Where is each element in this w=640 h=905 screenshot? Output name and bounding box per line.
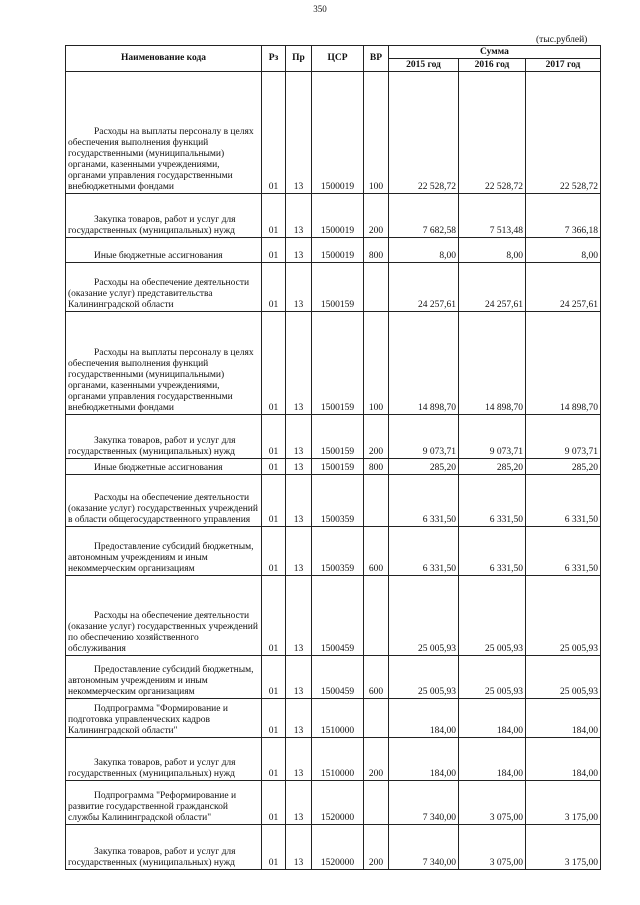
cell-name: [66, 415, 262, 459]
cell-y2017: 25 005,93: [526, 656, 601, 699]
cell-rz: 01: [262, 459, 286, 475]
cell-y2016: 6 331,50: [459, 527, 526, 576]
cell-y2017: 184,00: [526, 738, 601, 781]
cell-vr: [364, 263, 389, 312]
cell-pr: 13: [286, 781, 312, 825]
header-csr: ЦСР: [312, 46, 364, 72]
cell-y2017: 14 898,70: [526, 312, 601, 415]
cell-y2016: 24 257,61: [459, 263, 526, 312]
units-label: (тыс.рублей): [536, 35, 588, 45]
table-row: [66, 738, 601, 781]
cell-rz: 01: [262, 194, 286, 238]
header-sum: Сумма: [389, 46, 601, 59]
cell-rz: 01: [262, 475, 286, 527]
cell-pr: 13: [286, 825, 312, 870]
row-name-text: Подпрограмма "Реформирование и развитие государственной гражданской службы Калининградской области": [68, 791, 237, 823]
cell-y2016: 14 898,70: [459, 312, 526, 415]
cell-vr: 600: [364, 527, 389, 576]
cell-y2015: 24 257,61: [389, 263, 459, 312]
table-row: [66, 459, 601, 475]
cell-y2017: 25 005,93: [526, 576, 601, 656]
table-row: [66, 72, 601, 194]
header-vr: ВР: [364, 46, 389, 72]
cell-y2017: 285,20: [526, 459, 601, 475]
cell-name: [66, 263, 262, 312]
cell-y2015: 7 682,58: [389, 194, 459, 238]
cell-pr: 13: [286, 475, 312, 527]
table-row: [66, 527, 601, 576]
cell-y2015: 9 073,71: [389, 415, 459, 459]
cell-rz: 01: [262, 576, 286, 656]
cell-rz: 01: [262, 699, 286, 738]
table-row: [66, 576, 601, 656]
cell-pr: 13: [286, 527, 312, 576]
cell-vr: 200: [364, 194, 389, 238]
cell-vr: 800: [364, 459, 389, 475]
cell-y2016: 6 331,50: [459, 475, 526, 527]
cell-name: [66, 699, 262, 738]
row-name-text: Расходы на выплаты персоналу в целях обеспечения выполнения функций государственными (муниципальными) органами, казенными учреждениями, органами управления государственными внебюджетными фондами: [68, 348, 254, 413]
cell-vr: 200: [364, 825, 389, 870]
cell-y2015: 14 898,70: [389, 312, 459, 415]
cell-pr: 13: [286, 194, 312, 238]
row-name-text: Закупка товаров, работ и услуг для государственных (муниципальных) нужд: [68, 847, 236, 868]
cell-y2016: 184,00: [459, 699, 526, 738]
cell-pr: 13: [286, 699, 312, 738]
cell-name: [66, 781, 262, 825]
cell-vr: [364, 475, 389, 527]
cell-y2017: 7 366,18: [526, 194, 601, 238]
cell-csr: 1500019: [312, 194, 364, 238]
cell-y2016: 25 005,93: [459, 576, 526, 656]
cell-vr: 200: [364, 738, 389, 781]
cell-vr: 600: [364, 656, 389, 699]
budget-table: [65, 45, 601, 870]
cell-name: [66, 238, 262, 263]
cell-y2015: 7 340,00: [389, 781, 459, 825]
table-row: [66, 415, 601, 459]
cell-name: [66, 527, 262, 576]
cell-rz: 01: [262, 527, 286, 576]
cell-csr: 1500359: [312, 527, 364, 576]
cell-y2015: 6 331,50: [389, 527, 459, 576]
cell-csr: 1500159: [312, 263, 364, 312]
row-name-text: Расходы на выплаты персоналу в целях обеспечения выполнения функций государственными (муниципальными) органами, казенными учреждениями, органами управления государственными внебюджетными фондами: [68, 127, 254, 192]
cell-y2017: 8,00: [526, 238, 601, 263]
cell-y2015: 6 331,50: [389, 475, 459, 527]
cell-vr: [364, 699, 389, 738]
cell-name: [66, 312, 262, 415]
cell-vr: 100: [364, 312, 389, 415]
table-row: [66, 656, 601, 699]
cell-name: [66, 656, 262, 699]
cell-y2017: 22 528,72: [526, 72, 601, 194]
cell-y2015: 7 340,00: [389, 825, 459, 870]
table-row: [66, 312, 601, 415]
table-row: [66, 781, 601, 825]
table-body: [66, 72, 601, 870]
cell-y2017: 3 175,00: [526, 825, 601, 870]
table-row: [66, 699, 601, 738]
cell-csr: 1500459: [312, 656, 364, 699]
cell-pr: 13: [286, 415, 312, 459]
header-name: Наименование кода: [66, 46, 262, 72]
cell-rz: 01: [262, 263, 286, 312]
cell-name: [66, 72, 262, 194]
cell-name: [66, 459, 262, 475]
table-header: [66, 46, 601, 72]
cell-y2016: 3 075,00: [459, 825, 526, 870]
cell-y2016: 25 005,93: [459, 656, 526, 699]
cell-rz: 01: [262, 825, 286, 870]
cell-csr: 1500159: [312, 459, 364, 475]
header-2016: 2016 год: [459, 59, 526, 72]
cell-y2016: 3 075,00: [459, 781, 526, 825]
cell-y2017: 24 257,61: [526, 263, 601, 312]
row-name-text: Закупка товаров, работ и услуг для государственных (муниципальных) нужд: [68, 436, 236, 457]
table-row: [66, 475, 601, 527]
cell-name: [66, 738, 262, 781]
cell-y2017: 3 175,00: [526, 781, 601, 825]
cell-y2016: 7 513,48: [459, 194, 526, 238]
cell-vr: 800: [364, 238, 389, 263]
cell-name: [66, 194, 262, 238]
cell-y2016: 8,00: [459, 238, 526, 263]
cell-y2015: 184,00: [389, 738, 459, 781]
table-row: [66, 194, 601, 238]
cell-y2017: 6 331,50: [526, 527, 601, 576]
header-rz: Рз: [262, 46, 286, 72]
table-row: [66, 825, 601, 870]
cell-csr: 1500019: [312, 238, 364, 263]
cell-y2015: 8,00: [389, 238, 459, 263]
cell-rz: 01: [262, 656, 286, 699]
cell-csr: 1510000: [312, 699, 364, 738]
row-name-text: Закупка товаров, работ и услуг для государственных (муниципальных) нужд: [68, 215, 236, 236]
cell-y2017: 9 073,71: [526, 415, 601, 459]
cell-pr: 13: [286, 738, 312, 781]
cell-rz: 01: [262, 72, 286, 194]
row-name-text: Расходы на обеспечение деятельности (оказание услуг) государственных учреждений по обеспечению хозяйственного обслуживания: [68, 611, 258, 654]
cell-y2017: 6 331,50: [526, 475, 601, 527]
cell-pr: 13: [286, 238, 312, 263]
cell-vr: [364, 781, 389, 825]
row-name-text: Предоставление субсидий бюджетным, автономным учреждениям и иным некоммерческим организациям: [68, 542, 254, 574]
cell-vr: 100: [364, 72, 389, 194]
cell-name: [66, 825, 262, 870]
cell-y2016: 22 528,72: [459, 72, 526, 194]
row-name-text: Закупка товаров, работ и услуг для государственных (муниципальных) нужд: [68, 758, 236, 779]
cell-y2017: 184,00: [526, 699, 601, 738]
cell-csr: 1500159: [312, 312, 364, 415]
cell-csr: 1520000: [312, 825, 364, 870]
cell-y2016: 9 073,71: [459, 415, 526, 459]
cell-name: [66, 475, 262, 527]
cell-pr: 13: [286, 72, 312, 194]
cell-pr: 13: [286, 312, 312, 415]
cell-y2015: 25 005,93: [389, 656, 459, 699]
cell-rz: 01: [262, 781, 286, 825]
cell-csr: 1500459: [312, 576, 364, 656]
cell-pr: 13: [286, 576, 312, 656]
cell-csr: 1500159: [312, 415, 364, 459]
page-number: 350: [313, 4, 327, 14]
row-name-text: Подпрограмма "Формирование и подготовка управленческих кадров Калининградской области": [68, 704, 228, 736]
table-row: [66, 238, 601, 263]
cell-y2016: 184,00: [459, 738, 526, 781]
cell-vr: [364, 576, 389, 656]
cell-pr: 13: [286, 459, 312, 475]
cell-pr: 13: [286, 656, 312, 699]
cell-y2015: 285,20: [389, 459, 459, 475]
header-pr: Пр: [286, 46, 312, 72]
table-row: [66, 263, 601, 312]
row-name-text: Предоставление субсидий бюджетным, автономным учреждениям и иным некоммерческим организациям: [68, 665, 254, 697]
cell-rz: 01: [262, 238, 286, 263]
row-name-text: Расходы на обеспечение деятельности (оказание услуг) представительства Калининградской области: [68, 278, 250, 310]
cell-csr: 1520000: [312, 781, 364, 825]
header-2015: 2015 год: [389, 59, 459, 72]
row-name-text: Иные бюджетные ассигнования: [94, 251, 223, 261]
cell-rz: 01: [262, 312, 286, 415]
cell-csr: 1510000: [312, 738, 364, 781]
cell-pr: 13: [286, 263, 312, 312]
cell-name: [66, 576, 262, 656]
cell-y2015: 25 005,93: [389, 576, 459, 656]
row-name-text: Иные бюджетные ассигнования: [94, 463, 223, 473]
cell-rz: 01: [262, 415, 286, 459]
cell-rz: 01: [262, 738, 286, 781]
row-name-text: Расходы на обеспечение деятельности (оказание услуг) государственных учреждений в области общегосударственного управления: [68, 493, 258, 525]
cell-vr: 200: [364, 415, 389, 459]
cell-y2015: 22 528,72: [389, 72, 459, 194]
cell-csr: 1500359: [312, 475, 364, 527]
cell-y2015: 184,00: [389, 699, 459, 738]
cell-csr: 1500019: [312, 72, 364, 194]
cell-y2016: 285,20: [459, 459, 526, 475]
header-2017: 2017 год: [526, 59, 601, 72]
